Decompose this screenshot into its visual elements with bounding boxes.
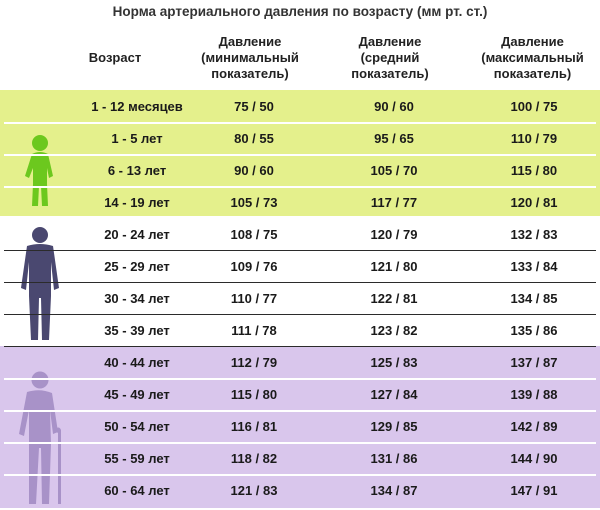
table-row (4, 316, 596, 344)
cell-age: 40 - 44 лет (104, 354, 170, 370)
cell-age: 1 - 5 лет (111, 130, 163, 146)
cell-max: 133 / 84 (510, 258, 558, 274)
header-min (190, 34, 310, 82)
header-min-line2: (минимальный (201, 50, 299, 65)
row-divider (4, 282, 596, 283)
header-max-line3: показатель) (493, 66, 572, 81)
table-row (4, 476, 596, 504)
cell-avg: 129 / 85 (370, 418, 418, 434)
cell-avg: 127 / 84 (370, 386, 418, 402)
cell-avg: 105 / 70 (370, 162, 418, 178)
cell-max: 139 / 88 (510, 386, 558, 402)
cell-age: 25 - 29 лет (104, 258, 170, 274)
cell-min: 118 / 82 (230, 450, 278, 466)
cell-min: 111 / 78 (231, 322, 277, 338)
cell-min: 116 / 81 (230, 418, 278, 434)
cell-age: 30 - 34 лет (104, 290, 170, 306)
cell-max: 137 / 87 (510, 354, 558, 370)
cell-max: 142 / 89 (510, 418, 558, 434)
cell-min: 90 / 60 (234, 162, 274, 178)
cell-min: 108 / 75 (230, 226, 278, 242)
cell-max: 110 / 79 (510, 130, 558, 146)
cell-max: 120 / 81 (510, 194, 558, 210)
table-row (4, 380, 596, 408)
cell-age: 60 - 64 лет (104, 482, 170, 498)
table-row (4, 124, 596, 152)
table-row (4, 252, 596, 280)
cell-avg: 120 / 79 (370, 226, 418, 242)
cell-min: 105 / 73 (230, 194, 278, 210)
cell-min: 121 / 83 (230, 482, 278, 498)
header-max-line2: (максимальный (481, 50, 584, 65)
cell-age: 50 - 54 лет (104, 418, 170, 434)
row-divider (4, 250, 596, 251)
header-min-line1: Давление (218, 34, 282, 49)
table-title: Норма артериального давления по возрасту (мм рт. ст.) (112, 4, 488, 19)
cell-age: 45 - 49 лет (104, 386, 170, 402)
cell-min: 112 / 79 (230, 354, 278, 370)
cell-min: 115 / 80 (230, 386, 278, 402)
table-row (4, 412, 596, 440)
cell-age: 1 - 12 месяцев (91, 98, 183, 114)
cell-max: 147 / 91 (510, 482, 558, 498)
cell-max: 135 / 86 (510, 322, 558, 338)
cell-age: 20 - 24 лет (104, 226, 170, 242)
cell-avg: 121 / 80 (370, 258, 418, 274)
cell-avg: 117 / 77 (370, 194, 418, 210)
header-max (470, 34, 595, 82)
cell-age: 35 - 39 лет (104, 322, 170, 338)
cell-max: 115 / 80 (510, 162, 558, 178)
cell-age: 6 - 13 лет (107, 162, 167, 178)
table-row (4, 220, 596, 248)
header-avg (330, 34, 450, 82)
header-avg-line3: показатель) (351, 66, 429, 81)
table-row (4, 92, 596, 120)
cell-min: 109 / 76 (230, 258, 278, 274)
cell-max: 134 / 85 (510, 290, 558, 306)
cell-avg: 123 / 82 (370, 322, 418, 338)
cell-avg: 122 / 81 (370, 290, 418, 306)
table-row (4, 188, 596, 216)
cell-min: 75 / 50 (234, 98, 274, 114)
header-max-line1: Давление (501, 34, 564, 49)
table-row (4, 284, 596, 312)
cell-avg: 125 / 83 (370, 354, 418, 370)
cell-avg: 134 / 87 (370, 482, 418, 498)
cell-max: 100 / 75 (510, 98, 558, 114)
cell-max: 144 / 90 (510, 450, 558, 466)
cell-min: 110 / 77 (230, 290, 278, 306)
header-avg-line1: Давление (358, 34, 422, 49)
table-row (4, 444, 596, 472)
cell-avg: 131 / 86 (370, 450, 418, 466)
table-row (4, 348, 596, 376)
cell-max: 132 / 83 (510, 226, 558, 242)
cell-age: 55 - 59 лет (104, 450, 170, 466)
cell-min: 80 / 55 (234, 130, 274, 146)
row-divider (4, 346, 596, 347)
cell-avg: 90 / 60 (374, 98, 414, 114)
header-min-line3: показатель) (211, 66, 289, 81)
header-age: Возраст (88, 50, 142, 65)
cell-age: 14 - 19 лет (104, 194, 170, 210)
row-divider (4, 314, 596, 315)
table-row (4, 156, 596, 184)
cell-avg: 95 / 65 (374, 130, 414, 146)
header-avg-line2: (средний (360, 50, 420, 65)
